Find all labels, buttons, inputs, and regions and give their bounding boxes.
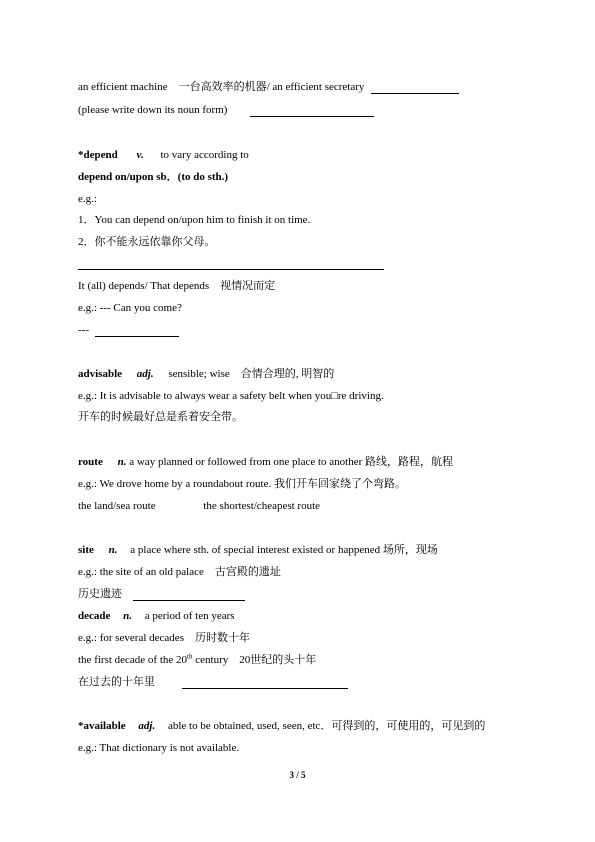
decade-translation-line — [78, 675, 348, 689]
route-phrases — [78, 499, 320, 513]
phrase: the shortest/cheapest route — [203, 500, 321, 512]
definition: sensible; wise 合情合理的, 明智的 — [168, 368, 335, 380]
answer-blank[interactable] — [250, 105, 374, 117]
part-of-speech: n. — [117, 456, 127, 468]
example: e.g.: It is advisable to always wear a safety belt when you□re driving. — [78, 390, 384, 402]
entry-route — [78, 455, 453, 469]
answer-blank[interactable] — [95, 325, 179, 337]
translation: 开车的时候最好总是系着安全带。 — [78, 411, 243, 423]
part-of-speech: n. — [123, 610, 133, 622]
headword: advisable — [78, 368, 123, 380]
example: e.g.: That dictionary is not available. — [78, 742, 240, 754]
noun-form-text: (please write down its noun form) — [78, 104, 228, 116]
reply-line — [78, 323, 179, 337]
first-decade-text: the first decade of the 20 — [78, 654, 188, 666]
definition: able to be obtained, used, seen, etc．可得到的，可使用的，可见到的 — [167, 720, 486, 732]
example-label: e.g.: — [78, 193, 97, 205]
answer-blank[interactable] — [133, 589, 245, 601]
line-noun-form — [78, 103, 374, 117]
efficient-text: an efficient machine 一台高效率的机器/ an efficient secretary — [78, 81, 365, 93]
example: e.g.: for several decades 历时数十年 — [78, 632, 250, 644]
translation: 历史遗迹 — [78, 588, 122, 600]
example: e.g.: We drove home by a roundabout route. 我们开车回家绕了个弯路。 — [78, 478, 406, 490]
headword: *depend — [78, 149, 118, 161]
first-decade — [78, 653, 316, 667]
entry-depend — [78, 148, 249, 162]
entry-advisable — [78, 367, 334, 381]
definition: to vary according to — [160, 149, 249, 161]
first-decade-text-end: century 20世纪的头十年 — [192, 654, 317, 666]
entry-decade — [78, 609, 235, 623]
example-2: 2．你不能永远依靠你父母。 — [78, 236, 216, 248]
part-of-speech: v. — [136, 149, 144, 161]
part-of-speech: n. — [108, 544, 118, 556]
phrase: the land/sea route — [78, 500, 156, 512]
entry-site — [78, 543, 438, 557]
headword: decade — [78, 610, 111, 622]
example-1: 1．You can depend on/upon him to finish it on time. — [78, 214, 311, 226]
phrase: depend on/upon sb．(to do sth.) — [78, 171, 229, 183]
example-can-you-come: e.g.: --- Can you come? — [78, 302, 182, 314]
translation: 在过去的十年里 — [78, 676, 155, 688]
definition: a period of ten years — [144, 610, 235, 622]
part-of-speech: adj. — [138, 720, 156, 732]
definition: a place where sth. of special interest existed or happened 场所，现场 — [130, 544, 438, 556]
example: e.g.: the site of an old palace 古宫殿的遗址 — [78, 566, 281, 578]
page-number: 3 / 5 — [289, 770, 306, 780]
headword: site — [78, 544, 94, 556]
answer-blank[interactable] — [371, 82, 459, 94]
part-of-speech: adj. — [136, 368, 154, 380]
reply-dashes: --- — [78, 324, 89, 336]
it-depends: It (all) depends/ That depends 视情况而定 — [78, 280, 276, 292]
answer-line[interactable] — [78, 269, 384, 270]
site-translation-line — [78, 587, 245, 601]
headword: route — [78, 456, 103, 468]
headword: *available — [78, 720, 126, 732]
answer-blank[interactable] — [182, 677, 348, 689]
definition: a way planned or followed from one place to another 路线，路程，航程 — [129, 456, 454, 468]
line-efficient-machine — [78, 80, 459, 94]
entry-available — [78, 719, 485, 733]
ordinal-suffix: th — [187, 652, 193, 661]
